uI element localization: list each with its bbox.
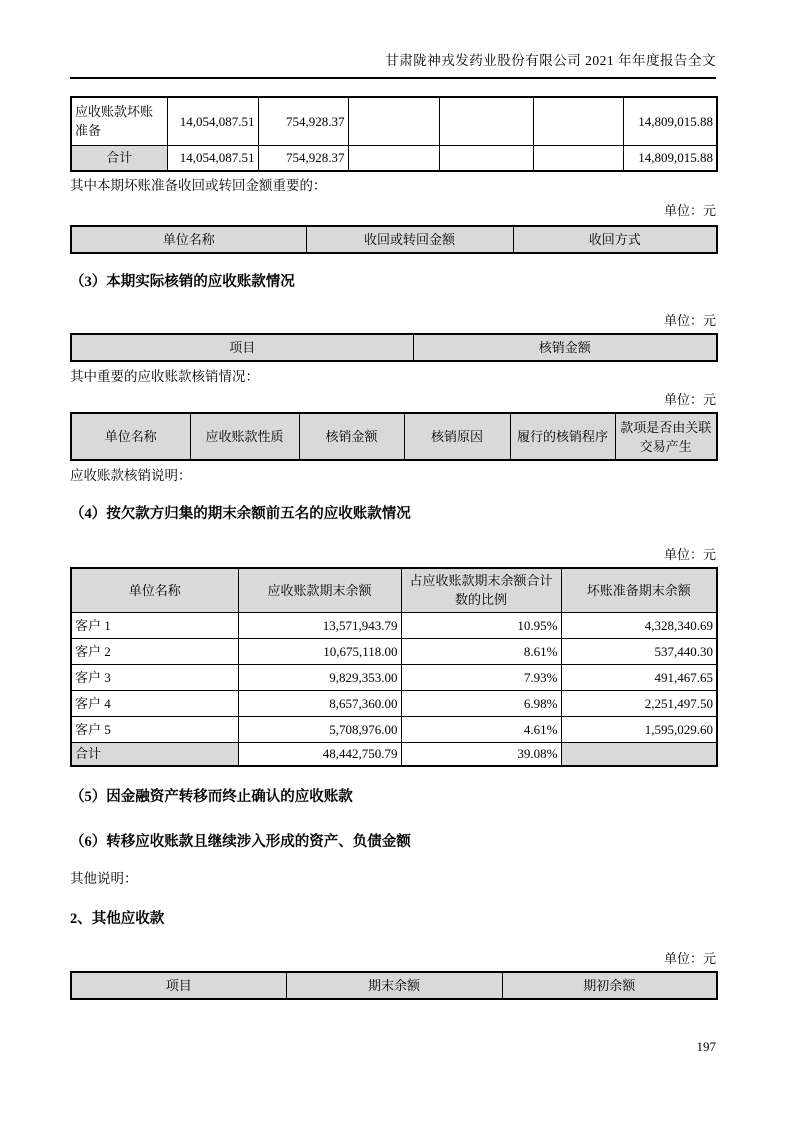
table-cell: 14,054,087.51	[167, 145, 258, 171]
table-cell: 754,928.37	[258, 145, 348, 171]
section-heading-other-receivables: 2、其他应收款	[70, 911, 165, 927]
writeoff-detail-table	[70, 412, 718, 461]
customer-name-cell: 客户 5	[71, 716, 238, 742]
unit-label: 单位：元	[663, 313, 716, 328]
column-header: 收回方式	[513, 226, 717, 253]
table-cell: 48,442,750.79	[238, 742, 401, 766]
table-cell	[348, 145, 439, 171]
table-cell: 8,657,360.00	[238, 690, 401, 716]
writeoff-description: 应收账款核销说明：	[70, 468, 192, 483]
unit-label: 单位：元	[663, 547, 716, 562]
table-row	[71, 97, 717, 145]
table-cell: 754,928.37	[258, 97, 348, 145]
column-header: 期末余额	[286, 972, 502, 999]
table-cell	[533, 97, 623, 145]
column-header: 单位名称	[71, 568, 238, 612]
row-label-cell: 应收账款坏账准备	[71, 97, 167, 145]
table-cell: 537,440.30	[561, 638, 717, 664]
table-header-row	[71, 413, 717, 460]
table-cell	[439, 145, 533, 171]
column-header: 单位名称	[71, 413, 190, 460]
header-title: 甘肃陇神戎发药业股份有限公司 2021 年年度报告全文	[385, 53, 716, 68]
column-header: 核销原因	[404, 413, 510, 460]
unit-label: 单位：元	[663, 392, 716, 407]
page-number: 197	[696, 1039, 716, 1054]
table-row	[71, 638, 717, 664]
table-cell	[439, 97, 533, 145]
table-cell: 491,467.65	[561, 664, 717, 690]
table-cell: 13,571,943.79	[238, 612, 401, 638]
page-content	[70, 0, 716, 1000]
column-header: 款项是否由关联交易产生	[615, 413, 717, 460]
section-heading-6: （6）转移应收账款且继续涉入形成的资产、负债金额	[70, 834, 411, 850]
unit-label: 单位：元	[663, 951, 716, 966]
total-label-cell: 合计	[71, 742, 238, 766]
table-cell: 14,809,015.88	[623, 145, 717, 171]
table-cell: 4.61%	[401, 716, 561, 742]
table-cell	[348, 97, 439, 145]
page-header	[70, 0, 716, 79]
table-cell: 10.95%	[401, 612, 561, 638]
recovery-table	[70, 225, 718, 254]
customer-name-cell: 客户 1	[71, 612, 238, 638]
column-header: 项目	[71, 972, 286, 999]
top5-receivables-table	[70, 567, 718, 767]
table-header-row	[71, 972, 717, 999]
column-header: 占应收账款期末余额合计数的比例	[401, 568, 561, 612]
table-cell: 1,595,029.60	[561, 716, 717, 742]
table-row	[71, 664, 717, 690]
table-cell: 39.08%	[401, 742, 561, 766]
customer-name-cell: 客户 2	[71, 638, 238, 664]
column-header: 应收账款期末余额	[238, 568, 401, 612]
column-header: 应收账款性质	[190, 413, 299, 460]
table-cell: 4,328,340.69	[561, 612, 717, 638]
column-header: 履行的核销程序	[510, 413, 615, 460]
table-header-row	[71, 226, 717, 253]
table-cell: 14,054,087.51	[167, 97, 258, 145]
other-receivables-table	[70, 971, 718, 1000]
table-row	[71, 716, 717, 742]
column-header: 坏账准备期末余额	[561, 568, 717, 612]
table-cell: 8.61%	[401, 638, 561, 664]
section-heading-3: （3）本期实际核销的应收账款情况	[70, 274, 295, 290]
header-rule	[70, 77, 716, 79]
table-cell: 9,829,353.00	[238, 664, 401, 690]
column-header: 期初余额	[502, 972, 717, 999]
table-row	[71, 612, 717, 638]
table-cell: 6.98%	[401, 690, 561, 716]
column-header: 核销金额	[413, 334, 717, 361]
table-cell: 5,708,976.00	[238, 716, 401, 742]
customer-name-cell: 客户 3	[71, 664, 238, 690]
column-header: 项目	[71, 334, 413, 361]
section-heading-4: （4）按欠款方归集的期末余额前五名的应收账款情况	[70, 506, 411, 522]
column-header: 单位名称	[71, 226, 306, 253]
table-cell: 10,675,118.00	[238, 638, 401, 664]
unit-label: 单位：元	[663, 203, 716, 218]
bad-debt-provision-table	[70, 96, 718, 172]
other-note: 其他说明：	[70, 871, 138, 886]
column-header: 核销金额	[299, 413, 404, 460]
table-cell	[561, 742, 717, 766]
table-header-row	[71, 334, 717, 361]
writeoff-summary-table	[70, 333, 718, 362]
table-row	[71, 690, 717, 716]
table-header-row	[71, 568, 717, 612]
table-row-total	[71, 742, 717, 766]
table-cell: 7.93%	[401, 664, 561, 690]
customer-name-cell: 客户 4	[71, 690, 238, 716]
table-cell: 2,251,497.50	[561, 690, 717, 716]
writeoff-note: 其中重要的应收账款核销情况：	[70, 369, 259, 384]
recovery-note: 其中本期坏账准备收回或转回金额重要的：	[70, 178, 327, 193]
table-cell	[533, 145, 623, 171]
total-label-cell: 合计	[71, 145, 167, 171]
table-cell: 14,809,015.88	[623, 97, 717, 145]
section-heading-5: （5）因金融资产转移而终止确认的应收账款	[70, 789, 353, 805]
column-header: 收回或转回金额	[306, 226, 513, 253]
table-row-total	[71, 145, 717, 171]
